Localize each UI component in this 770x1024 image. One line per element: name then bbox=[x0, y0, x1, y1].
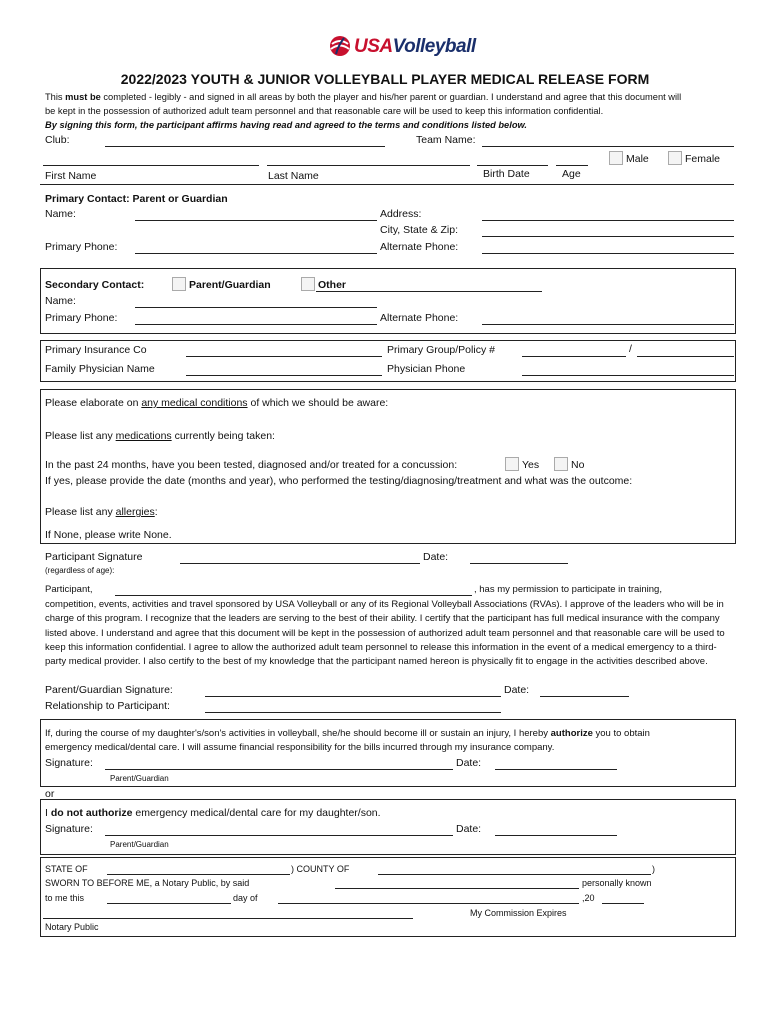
age-label: Age bbox=[562, 168, 581, 180]
last-name-label: Last Name bbox=[268, 170, 319, 182]
notary-section bbox=[40, 857, 736, 937]
not-authorize-text: I do not authorize emergency medical/dental care for my daughter/son. bbox=[45, 807, 381, 819]
parent-guardian-checkbox[interactable] bbox=[172, 277, 186, 291]
last-name-field[interactable] bbox=[267, 165, 470, 166]
first-name-field[interactable] bbox=[43, 165, 259, 166]
day-of-label: day of bbox=[233, 893, 258, 903]
primary-name-label: Name: bbox=[45, 208, 76, 220]
primary-phone-field[interactable] bbox=[135, 253, 377, 254]
medications-label: Please list any medications currently being taken: bbox=[45, 430, 275, 442]
participant-name-field[interactable] bbox=[115, 595, 472, 596]
secondary-phone-field[interactable] bbox=[135, 324, 377, 325]
physician-phone-label: Physician Phone bbox=[387, 363, 466, 375]
other-label: Other bbox=[318, 279, 347, 291]
first-name-label: First Name bbox=[45, 170, 97, 182]
notary-signature-field[interactable] bbox=[43, 918, 413, 919]
secondary-name-field[interactable] bbox=[135, 307, 377, 308]
notary-public-label: Notary Public bbox=[45, 922, 99, 932]
not-authorize-date-field[interactable] bbox=[495, 835, 617, 836]
team-name-field[interactable] bbox=[482, 146, 734, 147]
concussion-no-checkbox[interactable] bbox=[554, 457, 568, 471]
not-authorize-signature-field[interactable] bbox=[105, 835, 453, 836]
personally-known-label: personally known bbox=[582, 878, 652, 888]
state-of-label: STATE OF bbox=[45, 864, 88, 874]
intro-line-3: By signing this form, the participant affirms having read and agreed to the terms and conditions listed below. bbox=[45, 120, 527, 130]
concussion-yes-checkbox[interactable] bbox=[505, 457, 519, 471]
participant-signature-field[interactable] bbox=[180, 563, 420, 564]
primary-phone-label: Primary Phone: bbox=[45, 241, 118, 253]
usa-volleyball-logo-icon bbox=[328, 34, 352, 58]
to-me-this-label: to me this bbox=[45, 893, 85, 903]
address-label: Address: bbox=[380, 208, 422, 220]
participant-date-label: Date: bbox=[423, 551, 449, 563]
none-note: If None, please write None. bbox=[45, 529, 172, 541]
participant-signature-note: (regardless of age): bbox=[45, 566, 115, 575]
medical-conditions-label: Please elaborate on any medical conditions of which we should be aware: bbox=[45, 397, 389, 409]
brand-name: USAVolleyball bbox=[354, 36, 476, 57]
allergies-label: Please list any allergies: bbox=[45, 506, 158, 518]
city-field[interactable] bbox=[482, 236, 734, 237]
county-field[interactable] bbox=[378, 874, 651, 875]
authorize-text-2: emergency medical/dental care. I will assume financial responsibility for the bills incurred through my insurance company. bbox=[45, 742, 555, 753]
birth-date-field[interactable] bbox=[477, 165, 548, 166]
parent-guardian-label: Parent/Guardian bbox=[189, 279, 271, 291]
participant-label: Participant, bbox=[45, 584, 93, 595]
county-of-label: ) COUNTY OF bbox=[291, 864, 350, 874]
commission-expires-label: My Commission Expires bbox=[470, 908, 567, 918]
pg-date-label: Date: bbox=[504, 684, 530, 696]
authorize-signature-field[interactable] bbox=[105, 769, 453, 770]
city-label: City, State & Zip: bbox=[380, 224, 458, 236]
team-name-label: Team Name: bbox=[416, 134, 476, 146]
physician-phone-field[interactable] bbox=[522, 375, 734, 376]
secondary-name-label: Name: bbox=[45, 295, 76, 307]
secondary-alt-phone-label: Alternate Phone: bbox=[380, 312, 459, 324]
concussion-no-label: No bbox=[571, 459, 585, 471]
authorize-signature-label: Signature: bbox=[45, 757, 93, 769]
female-label: Female bbox=[685, 153, 721, 165]
insurance-co-field[interactable] bbox=[186, 356, 382, 357]
pg-date-field[interactable] bbox=[540, 696, 629, 697]
not-authorize-pg-label: Parent/Guardian bbox=[110, 840, 169, 849]
male-checkbox[interactable] bbox=[609, 151, 623, 165]
male-label: Male bbox=[626, 153, 649, 165]
pg-signature-label: Parent/Guardian Signature: bbox=[45, 684, 173, 696]
not-authorize-date-label: Date: bbox=[456, 823, 482, 835]
relationship-label: Relationship to Participant: bbox=[45, 700, 170, 712]
female-checkbox[interactable] bbox=[668, 151, 682, 165]
physician-field[interactable] bbox=[186, 375, 382, 376]
county-close-paren: ) bbox=[652, 864, 655, 874]
year-field[interactable] bbox=[602, 903, 644, 904]
authorize-text: If, during the course of my daughter's/son's activities in volleyball, she/he should become ill or sustain an injury, I hereby authorize you to obtain bbox=[45, 728, 650, 739]
age-field[interactable] bbox=[556, 165, 588, 166]
relationship-field[interactable] bbox=[205, 712, 501, 713]
or-label: or bbox=[45, 788, 55, 800]
policy-slash: / bbox=[629, 343, 632, 355]
pg-signature-field[interactable] bbox=[205, 696, 501, 697]
sworn-label: SWORN TO BEFORE ME, a Notary Public, by said bbox=[45, 878, 250, 888]
club-label: Club: bbox=[45, 134, 70, 146]
secondary-alt-phone-field[interactable] bbox=[482, 324, 734, 325]
participant-signature-label: Participant Signature bbox=[45, 551, 143, 563]
not-authorize-signature-label: Signature: bbox=[45, 823, 93, 835]
permission-text: , has my permission to participate in training, bbox=[474, 584, 662, 595]
insurance-co-label: Primary Insurance Co bbox=[45, 344, 147, 356]
concussion-question: In the past 24 months, have you been tested, diagnosed and/or treated for a concussion: bbox=[45, 459, 458, 471]
physician-label: Family Physician Name bbox=[45, 363, 155, 375]
day-field[interactable] bbox=[107, 903, 231, 904]
sworn-name-field[interactable] bbox=[335, 888, 579, 889]
secondary-contact-heading: Secondary Contact: bbox=[45, 279, 145, 291]
primary-contact-heading: Primary Contact: Parent or Guardian bbox=[45, 193, 228, 205]
address-field[interactable] bbox=[482, 220, 734, 221]
month-field[interactable] bbox=[278, 903, 579, 904]
state-field[interactable] bbox=[107, 874, 290, 875]
other-field[interactable] bbox=[316, 291, 542, 292]
authorize-date-label: Date: bbox=[456, 757, 482, 769]
secondary-phone-label: Primary Phone: bbox=[45, 312, 118, 324]
authorize-pg-label: Parent/Guardian bbox=[110, 774, 169, 783]
concussion-details-label: If yes, please provide the date (months and year), who performed the testing/diagnosing/treatment and what was the outcome: bbox=[45, 475, 633, 487]
group-policy-label: Primary Group/Policy # bbox=[387, 344, 495, 356]
year-label: ,20 bbox=[582, 893, 595, 903]
primary-alt-phone-field[interactable] bbox=[482, 253, 734, 254]
club-field[interactable] bbox=[105, 146, 385, 147]
intro-line-1: This must be completed - legibly - and signed in all areas by both the player and his/her parent or guardian. I understand and agree that this document will bbox=[45, 92, 682, 102]
participant-date-field[interactable] bbox=[470, 563, 568, 564]
release-statement: competition, events, activities and travel sponsored by USA Volleyball or any of its Regional Volleyball Associations (RVAs). I approve of the leaders who will be in charge of this program. I recognize that the leaders are serving to the best of their ability. I certify that the participant has full medical insurance with the company listed above. I understand and agree that this document will be kept in the possession of authorized adult team personnel and that reasonable care will be used to keep this information confidential. I agree to allow the authorized adult team personnel to release this information in the event of a medical emergency to a third-party medical provider. I also certify to the best of my knowledge that the participant named hereon is physically fit to engage in the activities described above. bbox=[45, 599, 725, 668]
concussion-yes-label: Yes bbox=[522, 459, 540, 471]
policy-field[interactable] bbox=[637, 356, 734, 357]
birth-date-label: Birth Date bbox=[483, 168, 530, 180]
group-field[interactable] bbox=[522, 356, 626, 357]
other-checkbox[interactable] bbox=[301, 277, 315, 291]
intro-line-2: be kept in the possession of authorized adult team personnel and that reasonable care will be used to keep this information confidential. bbox=[45, 106, 604, 116]
form-title: 2022/2023 YOUTH & JUNIOR VOLLEYBALL PLAYER MEDICAL RELEASE FORM bbox=[120, 71, 650, 87]
authorize-date-field[interactable] bbox=[495, 769, 617, 770]
primary-alt-phone-label: Alternate Phone: bbox=[380, 241, 459, 253]
primary-name-field[interactable] bbox=[135, 220, 377, 221]
